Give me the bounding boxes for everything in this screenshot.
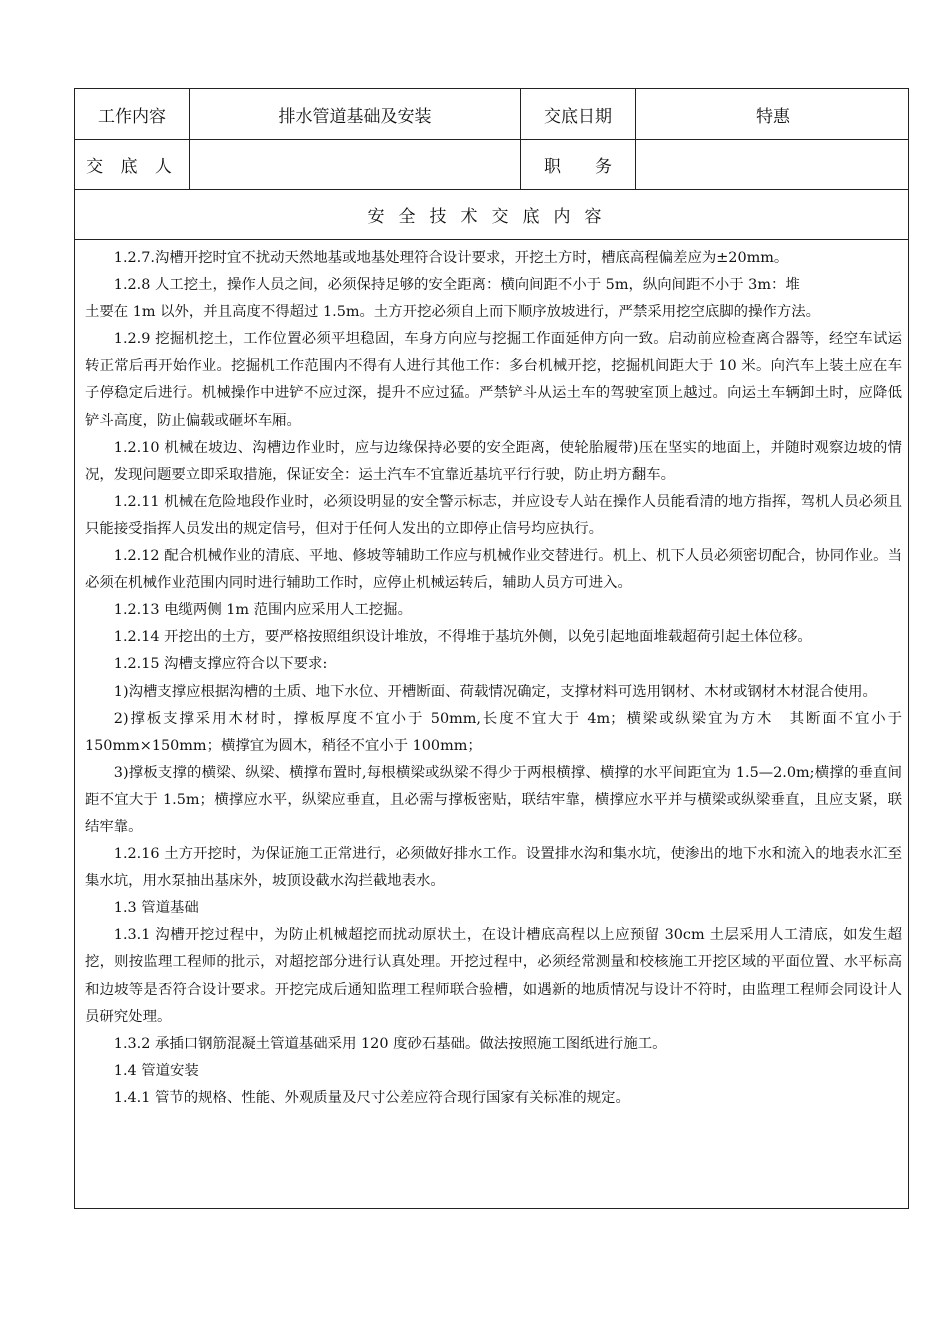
paragraph: 1.2.14 开挖出的土方，要严格按照组织设计堆放，不得堆于基坑外侧，以免引起地面堆载超荷引起土体位移。 bbox=[113, 629, 812, 646]
paragraph: 1.2.9 挖掘机挖土，工作位置必须平坦稳固，车身方向应与挖掘工作面延伸方向一致。启动前应检查离合器等，经空车试运转正常后再开始作业。挖掘机工作范围内不得有人进行其他工作：多台机械开挖，挖掘机间距大于 10 米。向汽车上装土应在车子停稳定后进行。机械操作中进铲不应过深，提升不应过猛。严禁铲斗从运土车的驾驶室顶上越过。向运土车辆卸土时，应降低铲斗高度，防止偏载或砸坏车厢。 bbox=[85, 331, 902, 429]
section-title: 安全技术交底内容 bbox=[367, 207, 616, 227]
paragraph: 土要在 1m 以外，并且高度不得超过 1.5m。土方开挖必须自上而下顺序放坡进行，严禁采用挖空底脚的操作方法。 bbox=[85, 304, 821, 321]
disclosure-content bbox=[85, 245, 902, 1112]
header-row-work bbox=[75, 89, 908, 140]
section-heading: 1.4 管道安装 bbox=[113, 1062, 199, 1079]
paragraph: 1.4.1 管节的规格、性能、外观质量及尺寸公差应符合现行国家有关标准的规定。 bbox=[113, 1089, 630, 1106]
paragraph: 1.3.2 承插口钢筋混凝土管道基础采用 120 度砂石基础。做法按照施工图纸进行施工。 bbox=[113, 1035, 667, 1052]
section-heading: 1.3 管道基础 bbox=[113, 900, 199, 917]
paragraph: 1.2.15 沟槽支撑应符合以下要求: bbox=[113, 656, 328, 673]
paragraph: 1.2.7.沟槽开挖时宜不扰动天然地基或地基处理符合设计要求，开挖土方时，槽底高程偏差应为±20mm。 bbox=[113, 250, 789, 266]
paragraph: 1.2.13 电缆两侧 1m 范围内应采用人工挖掘。 bbox=[113, 602, 412, 619]
disclosure-table bbox=[74, 88, 909, 1209]
paragraph: 1.2.12 配合机械作业的清底、平地、修坡等辅助工作应与机械作业交替进行。机上、机下人员必须密切配合，协同作业。当必须在机械作业范围内同时进行辅助工作时，应停止机械运转后，辅助人员方可进入。 bbox=[85, 548, 902, 592]
header-row-person bbox=[75, 140, 908, 190]
paragraph: 2)撑板支撑采用木材时，撑板厚度不宜小于 50mm,长度不宜大于 4m；横梁或纵梁宜为方木 其断面不宜小于 150mm×150mm；横撑宜为圆木，稍径不宜小于 100mm； bbox=[85, 710, 902, 754]
paragraph: 1.2.10 机械在坡边、沟槽边作业时，应与边缘保持必要的安全距离，使轮胎履带)压在坚实的地面上，并随时观察边坡的情况，发现问题要立即采取措施，保证安全：运土汽车不宜靠近基坑平行行驶，防止坍方翻车。 bbox=[85, 439, 902, 483]
date-value: 特惠 bbox=[756, 106, 790, 127]
paragraph: 1.2.8 人工挖土，操作人员之间，必须保持足够的安全距离：横向间距不小于 5m，纵向间距不小于 3m：堆 bbox=[113, 277, 800, 294]
person-value bbox=[190, 140, 521, 189]
paragraph: 1.2.16 土方开挖时，为保证施工正常进行，必须做好排水工作。设置排水沟和集水坑，使渗出的地下水和流入的地表水汇至集水坑，用水泵抽出基床外，坡顶设截水沟拦截地表水。 bbox=[85, 846, 902, 890]
position-value bbox=[636, 140, 910, 189]
date-label: 交底日期 bbox=[521, 89, 636, 139]
work-content-label: 工作内容 bbox=[75, 89, 190, 139]
position-label: 职 务 bbox=[521, 140, 636, 189]
paragraph: 1)沟槽支撑应根据沟槽的土质、地下水位、开槽断面、荷载情况确定，支撑材料可选用钢材、木材或钢材木材混合使用。 bbox=[113, 683, 877, 700]
person-label: 交 底 人 bbox=[75, 140, 190, 189]
work-content-value: 排水管道基础及安装 bbox=[190, 89, 521, 139]
paragraph: 1.3.1 沟槽开挖过程中，为防止机械超挖而扰动原状土，在设计槽底高程以上应预留 30cm 土层采用人工清底，如发生超挖，则按监理工程师的批示，对超挖部分进行认真处理。开挖过程中，必须经常测量和校核施工开挖区域的平面位置、水平标高和边坡等是否符合设计要求。开挖完成后通知监理工程师联合验槽，如遇新的地质情况与设计不符时，由监理工程师会同设计人员研究处理。 bbox=[85, 927, 902, 1025]
paragraph: 1.2.11 机械在危险地段作业时，必须设明显的安全警示标志，并应设专人站在操作人员能看清的地方指挥，驾机人员必须且只能接受指挥人员发出的规定信号，但对于任何人发出的立即停止信号均应执行。 bbox=[85, 493, 902, 537]
paragraph: 3)撑板支撑的横梁、纵梁、横撑布置时,每根横梁或纵梁不得少于两根横撑、横撑的水平间距宜为 1.5—2.0m;横撑的垂直间距不宜大于 1.5m；横撑应水平，纵梁应垂直，且必需与撑板密贴，联结牢靠，横撑应水平并与横梁或纵梁垂直，且应支紧，联结牢靠。 bbox=[85, 764, 902, 835]
section-title-row bbox=[75, 190, 908, 240]
